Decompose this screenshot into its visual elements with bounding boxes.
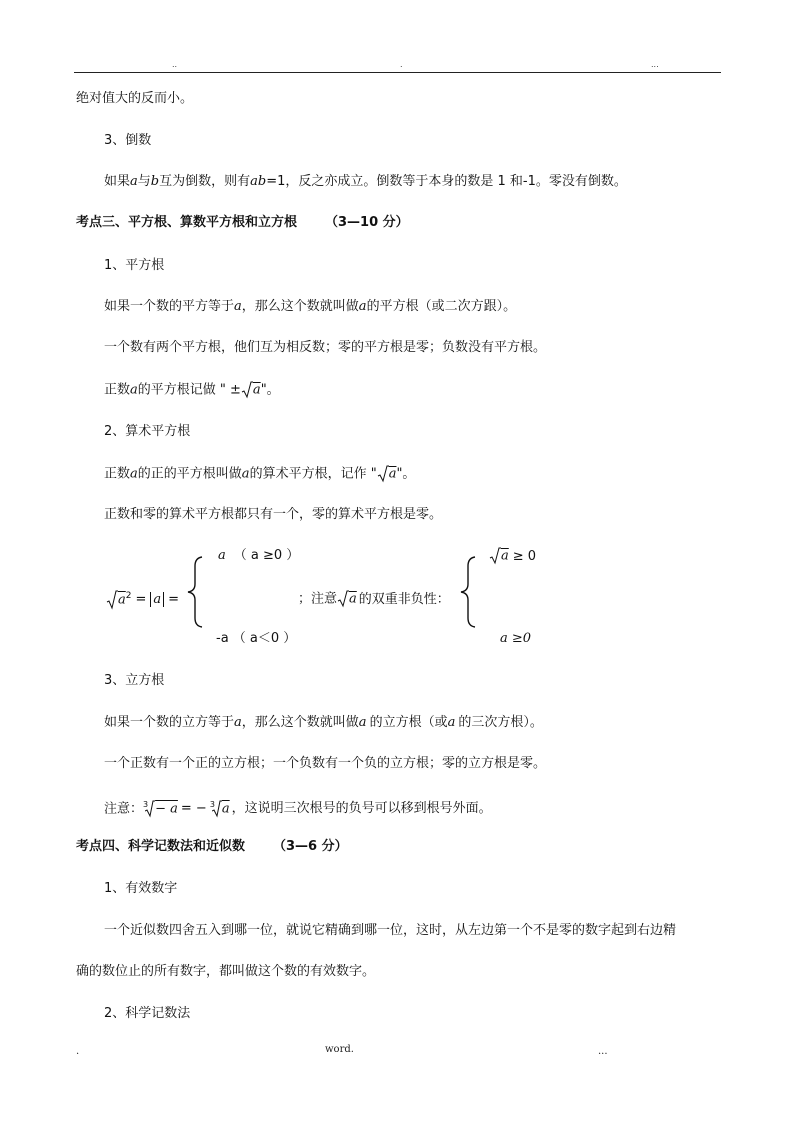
- paragraph: 一个正数有一个正的立方根；一个负数有一个负的立方根；零的立方根是零。: [104, 756, 547, 771]
- paragraph: 绝对值大的反而小。: [76, 91, 194, 106]
- paragraph: 正数和零的算术平方根都只有一个，零的算术平方根是零。: [104, 507, 443, 522]
- paragraph: 如果一个数的平方等于a，那么这个数就叫做a的平方根（或二次方跟）。: [104, 299, 517, 314]
- sqrt-sign: [337, 590, 349, 608]
- paragraph: 一个数有两个平方根，他们互为相反数；零的平方根是零；负数没有平方根。: [104, 340, 547, 355]
- section-heading: 考点四、科学记数法和近似数 （3—6 分）: [76, 839, 348, 854]
- subsection-heading: 2、科学记数法: [104, 1006, 191, 1021]
- sqrt-sign: [377, 465, 389, 483]
- formula-case-bottom: -a （ a＜0 ）: [216, 631, 297, 646]
- section-heading: 考点三、平方根、算数平方根和立方根 （3—10 分）: [76, 215, 409, 230]
- subsection-heading: 3、立方根: [104, 673, 165, 688]
- footer-right: ...: [598, 1046, 608, 1057]
- paragraph: 确的数位止的所有数字，都叫做这个数的有效数字。: [76, 964, 376, 979]
- sqrt-sign: [241, 381, 253, 399]
- formula-right-bottom: a ≥0: [500, 631, 532, 646]
- paragraph: 如果一个数的立方等于a，那么这个数就叫做a 的立方根（或a 的三次方根）。: [104, 715, 543, 730]
- paragraph: 正数a的平方根记做 " ± $\overline{a}$"。: [104, 382, 280, 398]
- sqrt-sign: [489, 547, 501, 565]
- header-center: .: [400, 60, 403, 69]
- formula-sqrt-abs: $\overline{a}^2 = a$ =: [106, 588, 179, 610]
- footer-center: word.: [325, 1044, 354, 1055]
- sqrt-sign: [106, 590, 118, 610]
- subsection-heading: 2、算术平方根: [104, 424, 191, 439]
- formula-case-top: a （ a ≥0 ）: [218, 548, 300, 563]
- footer-left: .: [76, 1046, 80, 1057]
- paragraph: 正数a的正的平方根叫做a的算术平方根，记作 " $\overline{a}$"。: [104, 466, 416, 482]
- paragraph: 一个近似数四舍五入到哪一位，就说它精确到哪一位，这时，从左边第一个不是零的数字起到右边精: [104, 923, 677, 938]
- subsection-heading: 1、平方根: [104, 258, 165, 273]
- right-brace: [459, 556, 477, 628]
- formula-note: ；注意 $\overline{a}$ 的双重非负性：: [298, 591, 450, 607]
- paragraph: 注意：$^3$ − a = − $^3$ $\overline{a}$ ，这说明三次根号的负号可以移到根号外面。: [104, 800, 492, 817]
- paragraph: 如果a与b互为倒数，则有ab=1，反之亦成立。倒数等于本身的数是 1 和-1。零没有倒数。: [104, 174, 627, 189]
- subsection-heading: 3、倒数: [104, 133, 152, 148]
- formula-right-top: $\overline{a} \ge 0$: [489, 547, 536, 565]
- subsection-heading: 1、有效数字: [104, 881, 178, 896]
- cube-root-sign: [212, 800, 222, 818]
- left-brace: [186, 556, 204, 628]
- header-rule: [74, 72, 721, 73]
- cube-root-sign: [145, 800, 155, 818]
- header-right: ...: [651, 60, 659, 69]
- header-left: ..: [172, 60, 178, 69]
